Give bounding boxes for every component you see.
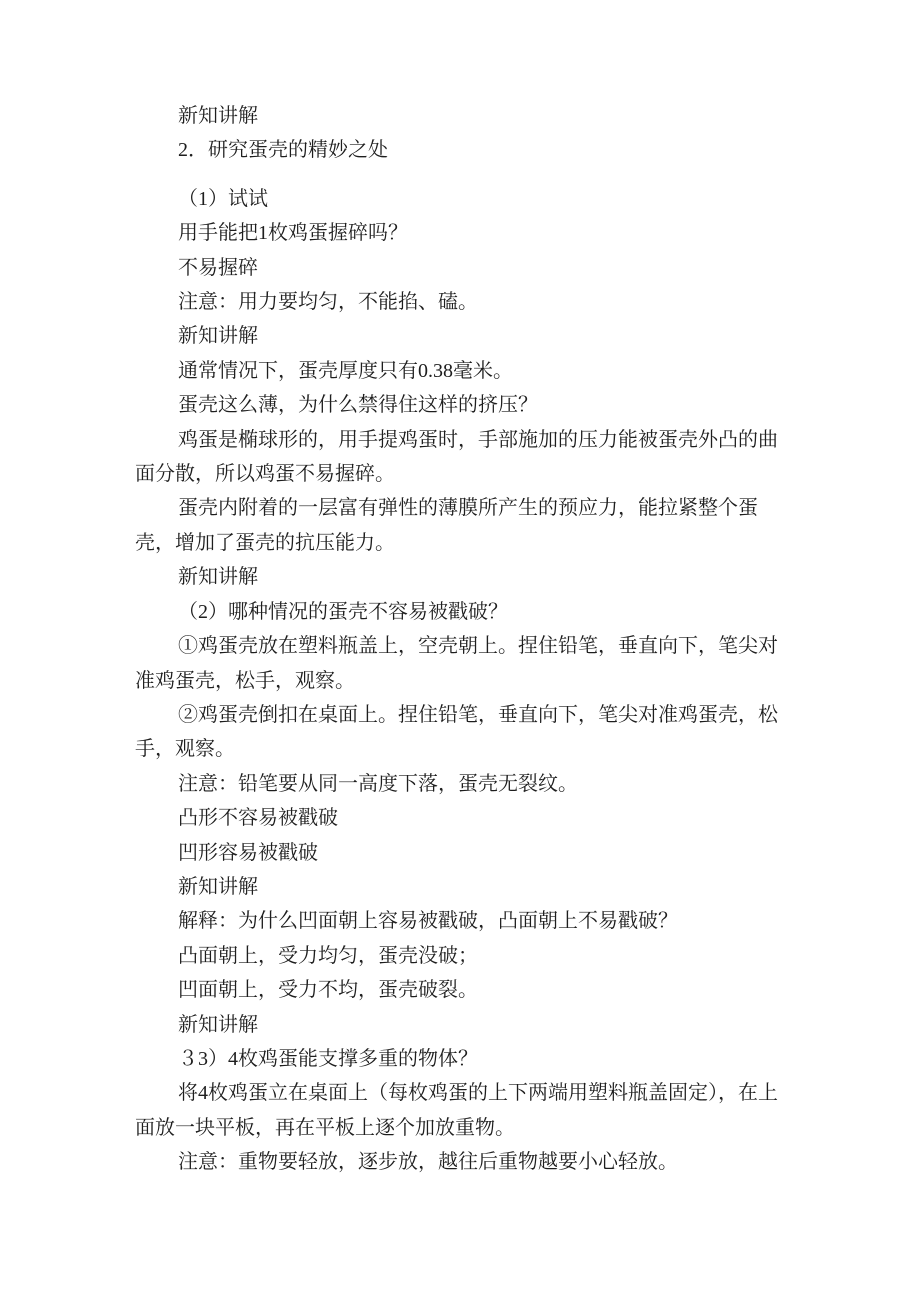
subsection-3-heading: ３3）4枚鸡蛋能支撑多重的物体？ (178, 1047, 478, 1070)
note-paragraph: 注意：重物要轻放，逐步放，越往后重物越要小心轻放。 (178, 1151, 678, 1174)
new-knowledge-label: 新知讲解 (178, 875, 258, 898)
new-knowledge-label: 新知讲解 (178, 105, 258, 127)
new-knowledge-label: 新知讲解 (178, 325, 258, 348)
doc-paragraph: 将4枚鸡蛋立在桌面上（每枚鸡蛋的上下两端用塑料瓶盖固定），在上面放一块平板，再在平板上逐个加放重物。 (135, 1082, 778, 1139)
note-paragraph: 注意：用力要均匀，不能掐、磕。 (178, 291, 478, 314)
new-knowledge-label: 新知讲解 (178, 1013, 258, 1036)
doc-paragraph: 用手能把1枚鸡蛋握碎吗？ (178, 222, 408, 245)
doc-paragraph: ②鸡蛋壳倒扣在桌面上。捏住铅笔，垂直向下，笔尖对准鸡蛋壳，松手，观察。 (135, 703, 778, 761)
doc-paragraph: 凸面朝上，受力均匀，蛋壳没破； (178, 944, 478, 967)
doc-paragraph: 蛋壳内附着的一层富有弹性的薄膜所产生的预应力，能拉紧整个蛋壳，增加了蛋壳的抗压能力。 (135, 497, 758, 554)
doc-paragraph: 凸形不容易被戳破 (178, 807, 338, 830)
doc-paragraph: 通常情况下，蛋壳厚度只有0.38毫米。 (178, 359, 513, 382)
new-knowledge-label: 新知讲解 (178, 566, 258, 589)
doc-paragraph: 解释：为什么凹面朝上容易被戳破，凸面朝上不易戳破？ (178, 910, 678, 933)
subsection-2-heading: （2）哪种情况的蛋壳不容易被戳破？ (178, 600, 508, 623)
doc-paragraph: 鸡蛋是椭球形的，用手提鸡蛋时，手部施加的压力能被蛋壳外凸的曲面分散，所以鸡蛋不易握碎。 (135, 428, 778, 486)
doc-paragraph: 不易握碎 (178, 256, 258, 279)
subsection-1-heading: （1）试试 (178, 187, 268, 210)
doc-paragraph: 蛋壳这么薄，为什么禁得住这样的挤压？ (178, 394, 538, 417)
section-heading: 2．研究蛋壳的精妙之处 (178, 139, 388, 162)
document-body (135, 99, 782, 1180)
doc-paragraph: ①鸡蛋壳放在塑料瓶盖上，空壳朝上。捏住铅笔，垂直向下，笔尖对准鸡蛋壳，松手，观察。 (135, 635, 778, 692)
doc-paragraph: 凹形容易被戳破 (178, 841, 318, 864)
note-paragraph: 注意：铅笔要从同一高度下落，蛋壳无裂纹。 (178, 772, 578, 795)
doc-paragraph: 凹面朝上，受力不均，蛋壳破裂。 (178, 979, 478, 1002)
